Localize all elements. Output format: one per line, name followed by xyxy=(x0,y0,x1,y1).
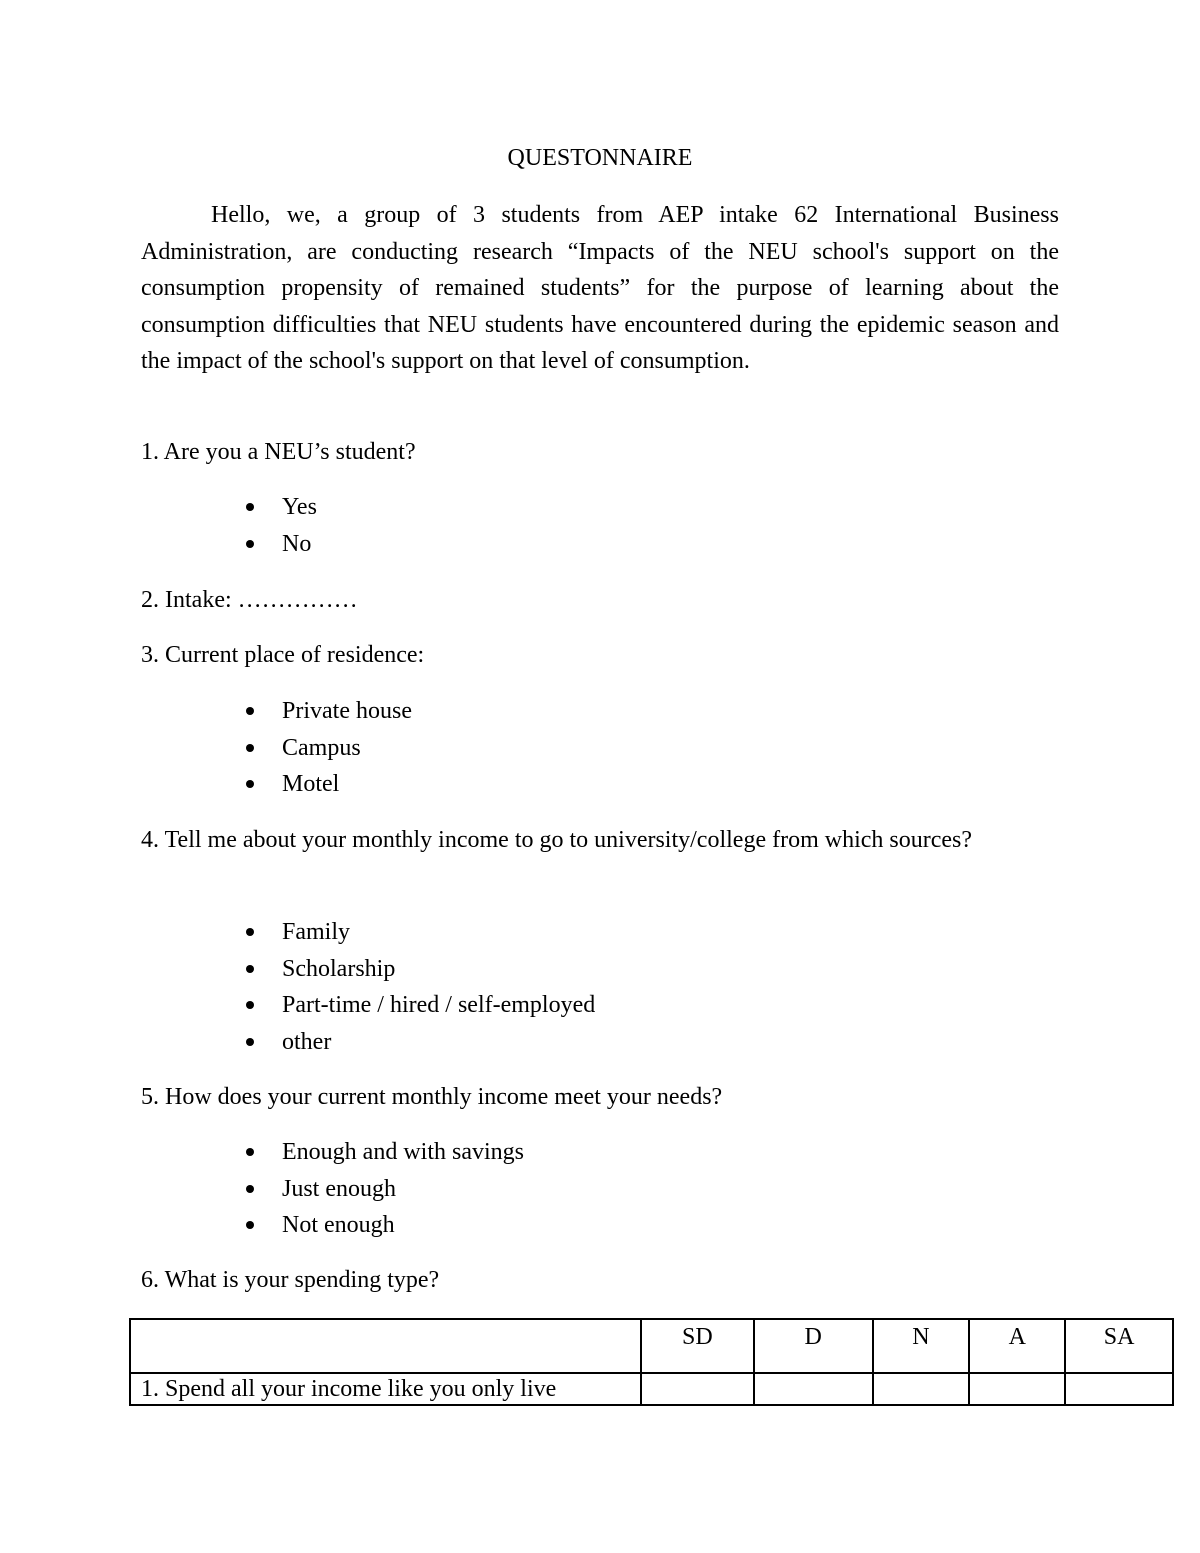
bullet-icon xyxy=(246,1001,254,1009)
question-4: 4. Tell me about your monthly income to go to university/college from which sources? xyxy=(141,827,973,853)
table-header-cell: A xyxy=(969,1319,1065,1373)
option-label: Enough and with savings xyxy=(282,1139,524,1165)
option-yes[interactable] xyxy=(0,489,317,526)
option-campus[interactable] xyxy=(0,730,412,767)
question-4-options xyxy=(0,914,595,1060)
question-3-options xyxy=(0,693,412,803)
option-label: Family xyxy=(282,919,351,945)
bullet-icon xyxy=(246,503,254,511)
rating-cell-a[interactable] xyxy=(969,1373,1065,1405)
option-other[interactable] xyxy=(0,1024,595,1061)
rating-cell-sa[interactable] xyxy=(1065,1373,1173,1405)
table-header-cell xyxy=(130,1319,641,1373)
option-label: Motel xyxy=(282,771,340,797)
bullet-icon xyxy=(246,928,254,936)
option-no[interactable] xyxy=(0,526,317,563)
option-enough-with-savings[interactable] xyxy=(0,1134,524,1171)
option-label: other xyxy=(282,1028,332,1055)
question-1-options xyxy=(0,489,317,562)
option-family[interactable] xyxy=(0,914,595,951)
option-label: Part-time / hired / self-employed xyxy=(282,992,596,1018)
question-2: 2. Intake: …………… xyxy=(141,587,358,613)
option-just-enough[interactable] xyxy=(0,1171,524,1208)
option-label: Not enough xyxy=(282,1212,395,1238)
table-row xyxy=(130,1373,1173,1405)
option-label: Just enough xyxy=(282,1175,396,1202)
rating-cell-sd[interactable] xyxy=(641,1373,754,1405)
question-3: 3. Current place of residence: xyxy=(141,642,425,668)
question-1: 1. Are you a NEU’s student? xyxy=(141,439,416,465)
table-header-cell: D xyxy=(754,1319,873,1373)
bullet-icon xyxy=(246,1185,254,1193)
bullet-icon xyxy=(246,540,254,548)
bullet-icon xyxy=(246,1148,254,1156)
table-header-cell: SA xyxy=(1065,1319,1173,1373)
bullet-icon xyxy=(246,780,254,788)
option-label: Campus xyxy=(282,734,361,761)
option-label: Private house xyxy=(282,698,412,724)
table-header-cell: SD xyxy=(641,1319,754,1373)
rating-cell-n[interactable] xyxy=(873,1373,970,1405)
option-label: No xyxy=(282,530,312,557)
table-header-row xyxy=(130,1319,1173,1373)
question-5-options xyxy=(0,1134,524,1244)
option-scholarship[interactable] xyxy=(0,951,595,988)
option-label: Yes xyxy=(282,494,317,520)
bullet-icon xyxy=(246,1221,254,1229)
question-6: 6. What is your spending type? xyxy=(141,1267,440,1293)
option-private-house[interactable] xyxy=(0,693,412,730)
question-5: 5. How does your current monthly income meet your needs? xyxy=(141,1084,723,1110)
rating-cell-d[interactable] xyxy=(754,1373,873,1405)
statement-cell: 1. Spend all your income like you only live xyxy=(130,1373,641,1405)
intro-paragraph: Hello, we, a group of 3 students from AEP intake 62 International Business Administration, are conducting research “Impacts of the NEU school's support on the consumption propensity of remained students” for the purpose of learning about the consumption difficulties that NEU students have encountered during the epidemic season and the impact of the school's support on that level of consumption. xyxy=(141,202,1059,374)
bullet-icon xyxy=(246,1038,254,1046)
page-title: QUESTONNAIRE xyxy=(507,145,693,171)
bullet-icon xyxy=(246,744,254,752)
table-header-cell: N xyxy=(873,1319,970,1373)
option-not-enough[interactable] xyxy=(0,1207,524,1244)
option-motel[interactable] xyxy=(0,766,412,803)
option-label: Scholarship xyxy=(282,955,396,982)
option-part-time[interactable] xyxy=(0,987,595,1024)
bullet-icon xyxy=(246,965,254,973)
bullet-icon xyxy=(246,707,254,715)
spending-type-table xyxy=(129,1318,1174,1406)
